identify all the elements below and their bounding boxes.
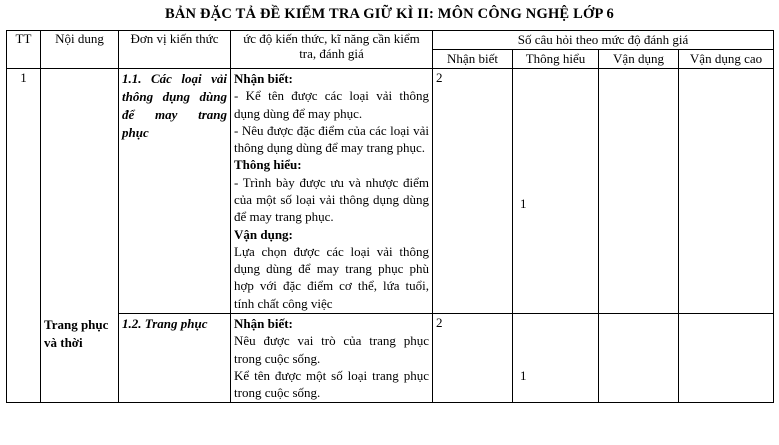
level-block-thong-hieu xyxy=(234,156,429,225)
header-thong-hieu: Thông hiểu xyxy=(513,50,599,69)
level-block-nhan-biet xyxy=(234,315,429,401)
level-block-van-dung xyxy=(234,226,429,312)
header-noi-dung: Nội dung xyxy=(41,31,119,69)
cell-noi-dung xyxy=(41,69,119,403)
cell-tt: 1 xyxy=(7,69,41,403)
header-so-cau-hoi-group: Số câu hỏi theo mức độ đánh giá xyxy=(433,31,774,50)
level-label: Thông hiểu: xyxy=(234,157,302,173)
cell-count-van-dung-cao xyxy=(679,69,774,314)
cell-count-van-dung xyxy=(599,313,679,402)
table-row xyxy=(7,69,774,314)
level-item: - Kể tên được các loại vải thông dụng dùng để may phục. xyxy=(234,88,429,121)
level-item: - Nêu được đặc điểm của các loại vải thông dụng dùng để may trang phục. xyxy=(234,122,429,156)
spec-matrix-table xyxy=(6,30,774,403)
count-value: 1 xyxy=(520,196,527,211)
table-header-row-1 xyxy=(7,31,774,50)
level-item: Kể tên được một số loại trang phục trong cuộc sống. xyxy=(234,367,429,401)
level-item: Nêu được vai trò của trang phục trong cuộc sống. xyxy=(234,333,429,366)
level-block-nhan-biet xyxy=(234,70,429,156)
cell-count-nhan-biet: 2 xyxy=(433,313,513,402)
cell-don-vi-kien-thuc xyxy=(119,313,231,402)
level-label: Vận dụng: xyxy=(234,226,293,242)
cell-count-van-dung xyxy=(599,69,679,314)
cell-count-nhan-biet: 2 xyxy=(433,69,513,314)
count-value: 1 xyxy=(520,367,527,383)
cell-muc-do xyxy=(231,69,433,314)
header-van-dung: Vận dụng xyxy=(599,50,679,69)
header-van-dung-cao: Vận dụng cao xyxy=(679,50,774,69)
cell-muc-do xyxy=(231,313,433,402)
unit-title-line: để may trang xyxy=(122,106,227,122)
noi-dung-label: Trang phục và thời xyxy=(44,317,109,350)
cell-count-thong-hieu xyxy=(513,69,599,314)
level-item: Lựa chọn được các loại vải thông dụng dùng để may trang phục phù hợp với đặc điểm cơ thể, lứa tuổi, tính chất công việc xyxy=(234,243,429,311)
level-label: Nhận biết: xyxy=(234,315,293,331)
cell-don-vi-kien-thuc xyxy=(119,69,231,314)
cell-count-thong-hieu xyxy=(513,313,599,402)
cell-count-van-dung-cao xyxy=(679,313,774,402)
unit-title-line: 1.2. Trang phục xyxy=(122,315,208,331)
unit-title-line: thông dụng dùng xyxy=(122,88,227,104)
header-tt: TT xyxy=(7,31,41,69)
unit-title-line: phục xyxy=(122,124,149,140)
unit-title-line: 1.1. Các loại vải xyxy=(122,71,227,86)
table-row xyxy=(7,313,774,402)
table-body xyxy=(7,69,774,403)
page-title: BẢN ĐẶC TẢ ĐỀ KIỂM TRA GIỮ KÌ II: MÔN CÔNG NGHỆ LỚP 6 xyxy=(165,6,614,22)
level-label: Nhận biết: xyxy=(234,71,293,86)
level-item: - Trình bày được ưu và nhược điểm của một số loại vải thông dụng dùng để may trang phục. xyxy=(234,174,429,225)
table-header xyxy=(7,31,774,69)
header-don-vi-kien-thuc: Đơn vị kiến thức xyxy=(119,31,231,69)
header-nhan-biet: Nhận biết xyxy=(433,50,513,69)
header-muc-do: ức độ kiến thức, kĩ năng cần kiểm tra, đánh giá xyxy=(231,31,433,69)
